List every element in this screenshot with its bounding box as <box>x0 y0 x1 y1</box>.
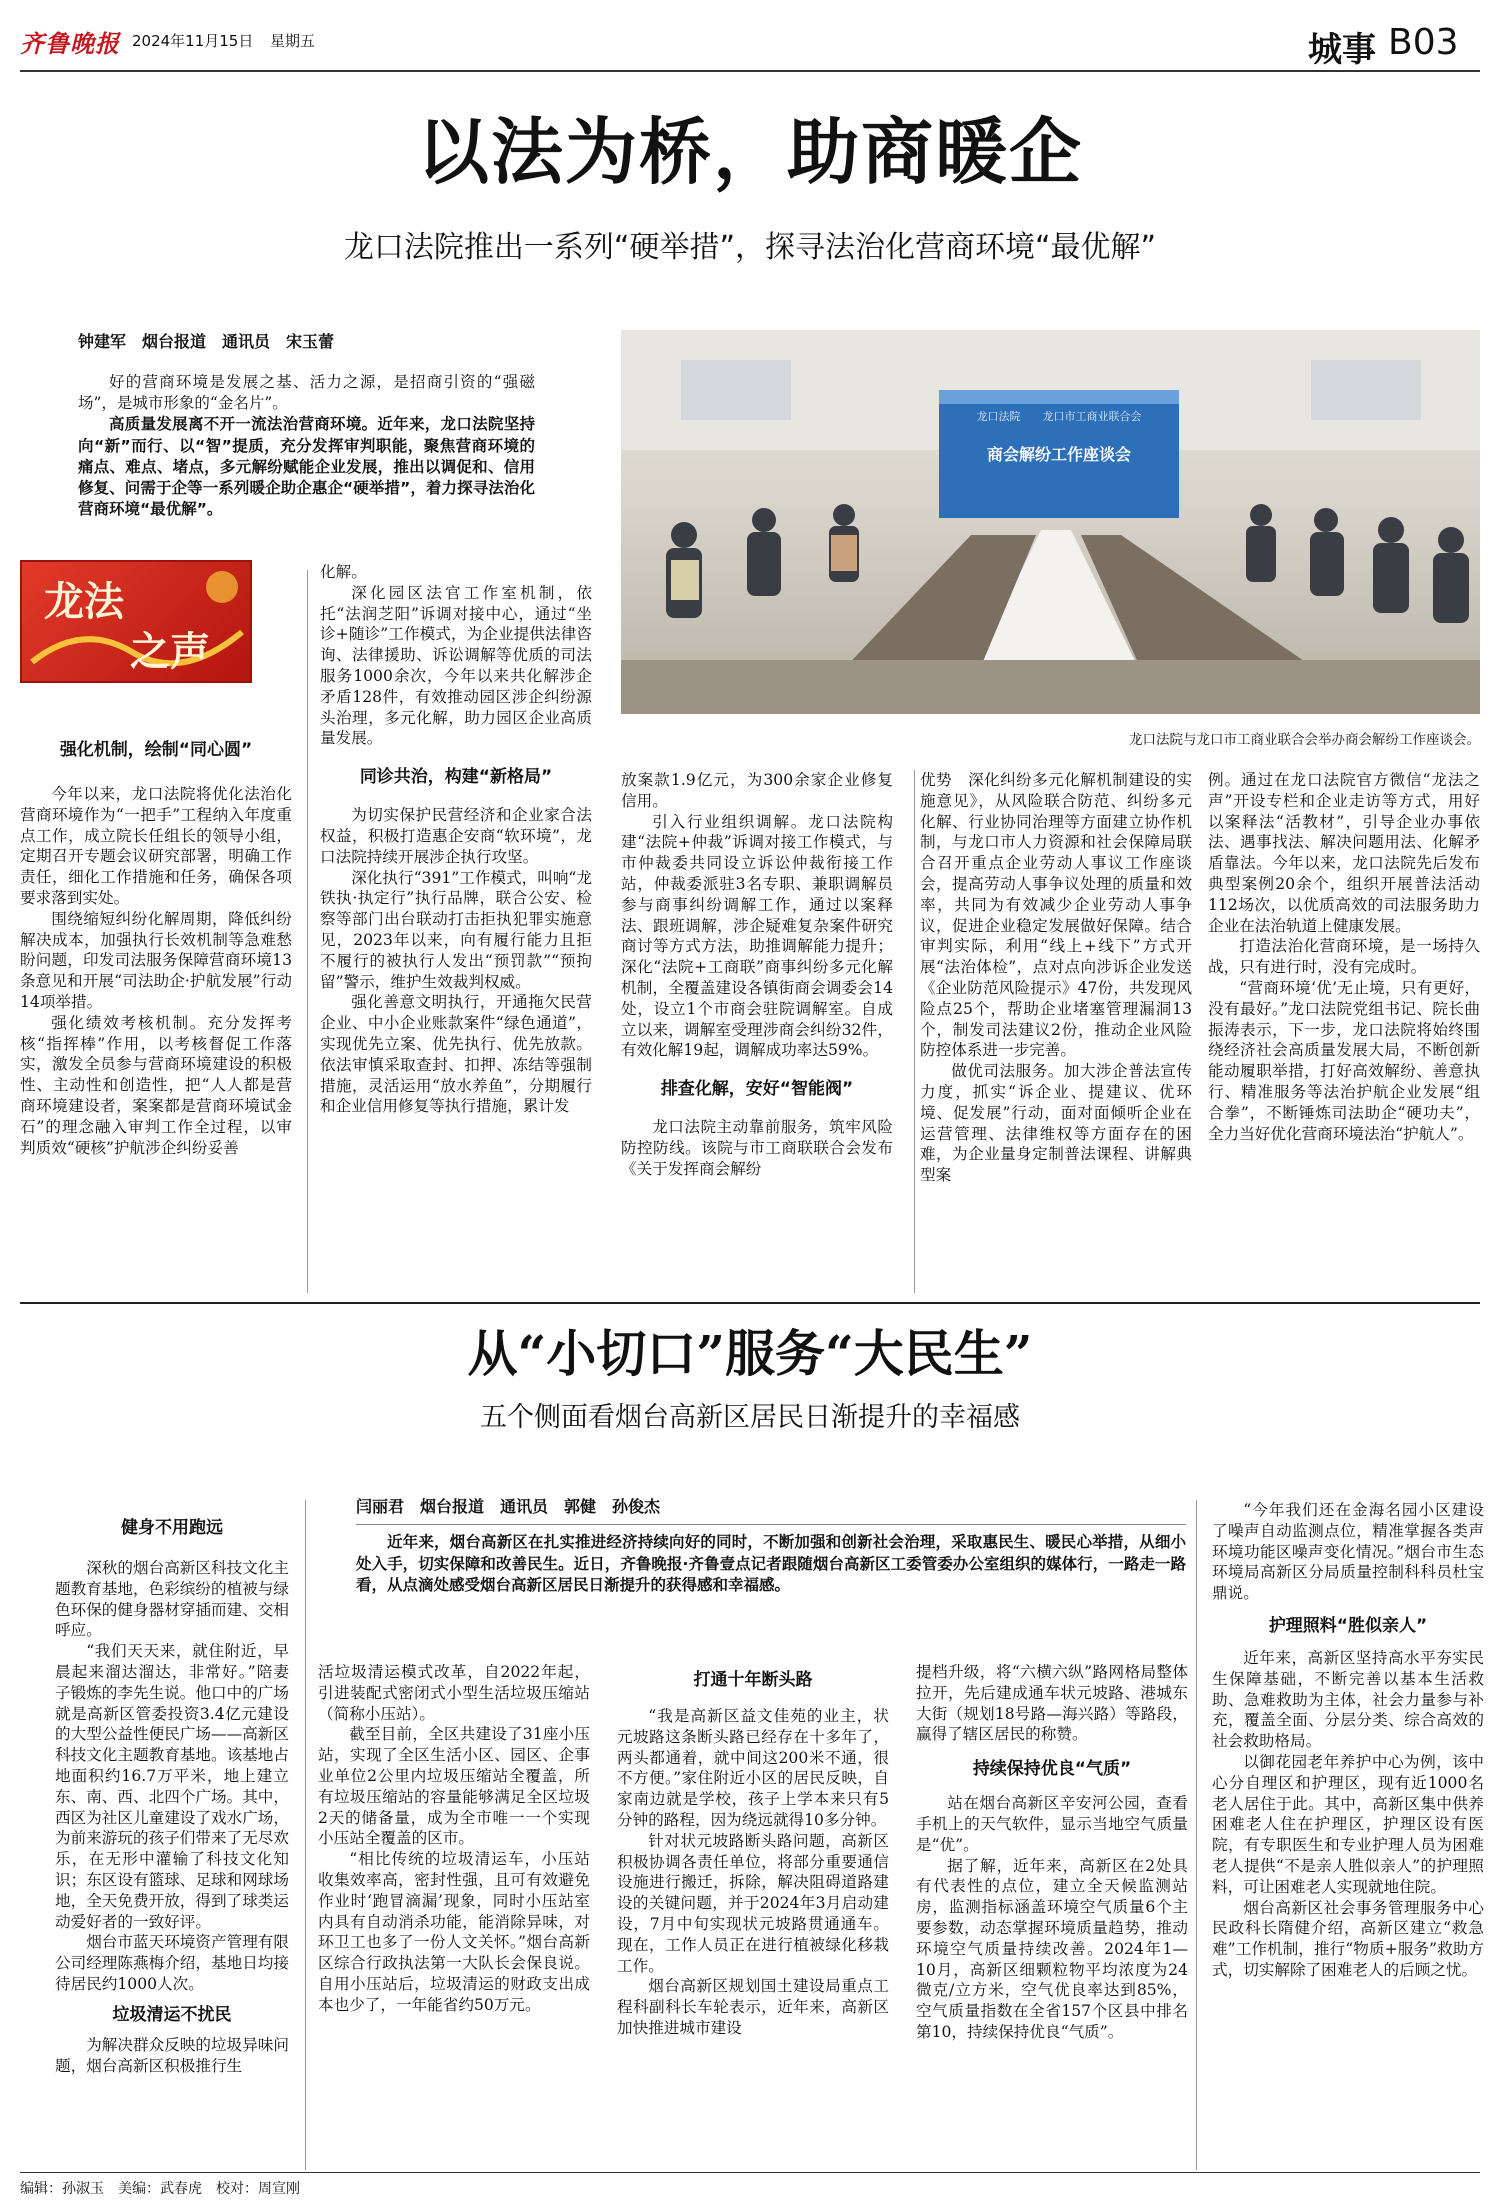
story2-lead-rule <box>356 1524 1186 1525</box>
section-heading: 垃圾清运不扰民 <box>112 2004 232 2025</box>
column-rule <box>307 570 308 1293</box>
body-paragraph: 深秋的烟台高新区科技文化主题教育基地，色彩缤纷的植被与绿色环保的健身器材穿插而建、交相呼应。 <box>55 1559 289 1640</box>
longfa-zhisheng-logo <box>20 560 252 683</box>
body-paragraph: 为解决群众反映的垃圾异味问题，烟台高新区积极推行生 <box>55 2035 289 2075</box>
body-paragraph: 围绕缩短纠纷化解周期，降低纠纷解决成本，加强执行长效机制等急难愁盼问题，印发司法服务保障营商环境13条意见和开展“司法助企·护航发展”行动14项举措。 <box>20 909 292 1011</box>
body-paragraph: 例。通过在龙口法院官方微信“龙法之声”开设专栏和企业走访等方式，用好以案释法“活教材”，引导企业办事依法、遇事找法、解决问题用法、化解矛盾靠法。今年以来，龙口法院先后发布典型案例20余个，组织开展普法活动112场次，以优质高效的司法服务助力企业在法治轨道上健康发展。 <box>1208 771 1480 935</box>
story2-col1 <box>55 1500 289 2170</box>
body-paragraph: “我们天天来，就住附近，早晨起来溜达溜达，非常好。”陪妻子锻炼的李先生说。他口中的广场就是高新区管委投资3.4亿元建设的大型公益性便民广场——高新区科技文化主题教育基地。该基地占地面积约16.7万平米，地上建立东、南、西、北四个广场。其中，西区为社区儿童建设了戏水广场，为前来游玩的孩子们带来了无尽欢乐，在无形中灌输了科技文化知识；东区设有篮球、足球和网球场地，全天免费开放，得到了球类运动爱好者的一致好评。 <box>55 1642 289 1931</box>
body-paragraph: “今年我们还在金海名园小区建设了噪声自动监测点位，精准掌握各类声环境功能区噪声变化情况。”烟台市生态环境局高新区分局质量控制科科员杜宝鼎说。 <box>1212 1501 1484 1603</box>
body-paragraph: “我是高新区益文佳苑的业主，状元坡路这条断头路已经存在十多年了，两头都通着，就中间这200米不通，很不方便。”家住附近小区的居民反映，自家南边就是学校，孩子上学本来只有5分钟的路程，因为绕远就得10多分钟。 <box>617 1707 889 1829</box>
body-paragraph: 引入行业组织调解。龙口法院构建“法院+仲裁”诉调对接工作模式，与市仲裁委共同设立诉讼仲裁衔接工作站，仲裁委派驻3名专职、兼职调解员参与商事纠纷调解工作，通过以案释法、跟班调解，涉企疑难复杂案件研究商讨等方式方法，助推调解能力提升；深化“法院+工商联”商事纠纷多元化解机制，全覆盖建设各镇街商会调委会14处，设立1个市商会驻院调解室。自成立以来，调解室受理涉商会纠纷32件，有效化解19起，调解成功率达59%。 <box>621 812 893 1060</box>
story1-col1 <box>20 730 292 1295</box>
story2-col2 <box>318 1662 590 2170</box>
body-paragraph: 做优司法服务。加大涉企普法宣传力度，抓实“诉企业、提建议、优环境、促发展”行动，面对面倾听企业在运营管理、法律维权等方面存在的困难，为企业量身定制普法课程、讲解典型案 <box>920 1062 1192 1185</box>
body-paragraph: 针对状元坡路断头路问题，高新区积极协调各责任单位，将部分重要通信设施进行搬迁，拆除，解决阻碍道路建设的关键问题，并于2024年3月启动建设，7月中旬实现状元坡路贯通通车。现在，工作人员正在进行植被绿化移栽工作。 <box>617 1831 889 1975</box>
masthead-rule <box>20 70 1480 72</box>
section-heading: 持续保持优良“气质” <box>972 1759 1132 1780</box>
lead-paragraph: 好的营商环境是发展之基、活力之源，是招商引资的“强磁场”，是城市形象的“金名片”。 <box>78 373 535 413</box>
body-paragraph: 近年来，高新区坚持高水平夯实民生保障基础，不断完善以基本生活救助、急难救助为主体，社会力量参与补充，覆盖全面、分层分类、综合高效的社会救助格局。 <box>1212 1648 1484 1751</box>
story1-subtitle: 龙口法院推出一系列“硬举措”，探寻法治化营商环境“最优解” <box>343 230 1157 265</box>
story1-lead <box>78 372 535 520</box>
story1-title: 以法为桥，助商暖企 <box>416 109 1083 194</box>
banner-line1: 龙口法院 龙口市工商业联合会 <box>976 410 1142 423</box>
logo-text-1: 龙法 <box>44 579 124 625</box>
column-rule <box>914 770 915 1293</box>
section-heading: 打通十年断头路 <box>693 1670 813 1690</box>
body-paragraph: “相比传统的垃圾清运车，小压站收集效率高，密封性强，且可有效避免作业时‘跑冒滴漏’现象，同时小压站室内具有自动消杀功能，能消除异味，对环卫工也多了一份人文关怀。”烟台高新区综合行政执法第一大队长会保良说。自用小压站后，垃圾清运的财政支出成本也少了，一年能省约50万元。 <box>318 1850 590 2014</box>
story1-col3 <box>621 770 893 1295</box>
body-paragraph: 为切实保护民营经济和企业家合法权益，积极打造惠企安商“软环境”，龙口法院持续开展涉企执行攻坚。 <box>320 806 592 866</box>
story2-col5 <box>1212 1500 1484 2170</box>
section-name: 城事 <box>1308 30 1376 70</box>
banner-line2: 商会解纷工作座谈会 <box>986 445 1131 464</box>
section-heading: 同诊共治，构建“新格局” <box>359 767 553 788</box>
body-paragraph: 龙口法院主动靠前服务，筑牢风险防控防线。该院与市工商联联合会发布《关于发挥商会解纷 <box>621 1118 893 1178</box>
story2-col4 <box>916 1662 1188 2170</box>
body-paragraph: 强化善意文明执行，开通拖欠民营企业、中小企业账款案件“绿色通道”，实现优先立案、优先执行、优先放款。依法审慎采取查封、扣押、冻结等强制措施，灵活运用“放水养鱼”，分期履行和企业信用修复等执行措施，累计发 <box>320 993 592 1116</box>
body-paragraph: 今年以来，龙口法院将优化法治化营商环境作为“一把手”工程纳入年度重点工作，成立院长任组长的领导小组，定期召开专题会议研究部署，明确工作责任，细化工作措施和任务，确保各项要求落到实处。 <box>20 785 292 907</box>
body-paragraph: 烟台高新区社会事务管理服务中心民政科长隋健介绍，高新区建立“救急难”工作机制，推行“物质+服务”救助方式，切实解除了困难老人的后顾之忧。 <box>1212 1898 1484 1979</box>
body-paragraph: 烟台市蓝天环境资产管理有限公司经理陈燕梅介绍，基地日均接待居民约1000人次。 <box>55 1933 289 1993</box>
photo-caption: 龙口法院与龙口市工商业联合会举办商会解纷工作座谈会。 <box>1129 732 1480 748</box>
body-paragraph: 站在烟台高新区辛安河公园，查看手机上的天气软件，显示当地空气质量是“优”。 <box>916 1794 1188 1854</box>
footer-rule <box>20 2172 1480 2173</box>
column-rule <box>305 1500 306 2170</box>
story1-col2 <box>320 562 592 1295</box>
body-paragraph: 据了解，近年来，高新区在2处具有代表性的点位，建立全天候监测站房，监测指标涵盖环境空气质量6个主要参数，动态掌握环境质量趋势，推动环境空气质量持续改善。2024年1—10月，高新区细颗粒物平均浓度为24微克/立方米，空气优良率达到85%，空气质量指数在全省157个区县中排名第10，持续保持优良“气质”。 <box>916 1856 1188 2041</box>
body-paragraph: 强化绩效考核机制。充分发挥考核“指挥棒”作用，以考核督促工作落实，激发全员参与营商环境建设的积极性、主动性和创造性，把“人人都是营商环境建设者，案案都是营商环境试金石”的理念融入审判工作全过程，以审判质效“硬核”护航涉企纠纷妥善 <box>20 1013 292 1157</box>
body-paragraph: 活垃圾清运模式改革，自2022年起，引进装配式密闭式小型生活垃圾压缩站（简称小压站）。 <box>318 1663 590 1723</box>
page-number: B03 <box>1388 22 1459 63</box>
story-separator <box>20 1302 1480 1304</box>
body-paragraph: “营商环境‘优’无止境，只有更好，没有最好。”龙口法院党组书记、院长曲振涛表示，下一步，龙口法院将始终围绕经济社会高质量发展大局，不断创新能动履职举措，打好高效解纷、善意执行、精准服务等法治护航企业发展“组合拳”，不断锤炼司法助企“硬功夫”，全力当好优化营商环境法治“护航人”。 <box>1208 978 1480 1143</box>
body-paragraph: 优势 深化纠纷多元化解机制建设的实施意见》，从风险联合防范、纠纷多元化解、行业协同治理等方面建立协作机制，与龙口市人力资源和社会保障局联合召开重点企业劳动人事议工作座谈会，提高劳动人事争议处理的质量和效率，共同为有效减少企业劳动人事争议，促进企业稳定发展做好保障。结合审判实际，利用“线上+线下”方式开展“法治体检”，点对点向涉诉企业发送《企业防范风险提示》47份，共发现风险点25个，帮助企业堵塞管理漏洞13个，制发司法建议2份，推动企业风险防控体系进一步完善。 <box>920 771 1192 1060</box>
section-heading: 强化机制，绘制“同心圆” <box>59 740 253 760</box>
masthead <box>20 22 1480 70</box>
lead-paragraph: 高质量发展离不开一流法治营商环境。近年来，龙口法院坚持向“新”而行、以“智”提质，充分发挥审判职能，聚焦营商环境的痛点、难点、堵点，多元解纷赋能企业发展，推出以调促和、信用修复、问需于企等一系列暖企助企惠企“硬举措”，着力探寻法治化营商环境“最优解”。 <box>78 415 535 519</box>
section-heading: 护理照料“胜似亲人” <box>1268 1615 1428 1636</box>
body-paragraph: 烟台高新区规划国土建设局重点工程科副科长车轮表示，近年来，高新区加快推进城市建设 <box>617 1977 889 2037</box>
body-paragraph: 以御花园老年养护中心为例，该中心分自理区和护理区，现有近1000名老人居住于此。其中，高新区集中供养困难老人住在护理区，护理区设有医院，有专职医生和专业护理人员为困难老人提供“不是亲人胜似亲人”的护理照料，可让困难老人实现就地住院。 <box>1212 1752 1484 1896</box>
story2-title: 从“小切口”服务“大民生” <box>467 1324 1033 1383</box>
body-paragraph: 深化执行“391”工作模式，叫响“龙铁执·执定行”执行品牌，联合公安、检察等部门出台联动打击拒执犯罪实施意见，2023年以来，向有履行能力且拒不履行的被执行人发出“预罚款”“预拘留”警示，维护生效裁判权威。 <box>320 868 592 991</box>
body-paragraph: 放案款1.9亿元，为300余家企业修复信用。 <box>621 771 893 810</box>
meeting-photo-illustration <box>621 330 1480 714</box>
story1-col5 <box>1208 770 1480 1295</box>
story2-subtitle: 五个侧面看烟台高新区居民日渐提升的幸福感 <box>480 1402 1020 1433</box>
story1-byline: 钟建军 烟台报道 通讯员 宋玉蕾 <box>78 332 335 351</box>
newspaper-logo: 齐鲁晚报 <box>20 29 120 58</box>
body-paragraph: 深化园区法官工作室机制，依托“法润芝阳”诉调对接中心，通过“坐诊+随诊”工作模式，为企业提供法律咨询、法律援助、诉讼调解等优质的司法服务1000余次，今年以来共化解涉企矛盾128件，有效推动园区涉企纠纷源头治理，多元化解，助力园区企业高质量发展。 <box>320 583 592 748</box>
body-paragraph: 截至目前，全区共建设了31座小压站，实现了全区生活小区、园区、企事业单位2公里内垃圾压缩站全覆盖，所有垃圾压缩站的容量能够满足全区垃圾2天的储备量，成为全市唯一一个实现小压站全覆盖的区市。 <box>318 1725 590 1848</box>
section-heading: 排查化解，安好“智能阀” <box>660 1079 854 1100</box>
section-heading: 健身不用跑远 <box>121 1518 223 1538</box>
story2-lead: 近年来，烟台高新区在扎实推进经济持续向好的同时，不断加强和创新社会治理，采取惠民生、暖民心举措，从细小处入手，切实保障和改善民生。近日，齐鲁晚报·齐鲁壹点记者跟随烟台高新区工委管委办公室组织的媒体行，一路走一路看，从点滴处感受烟台高新区居民日渐提升的获得感和幸福感。 <box>356 1533 1186 1595</box>
logo-text-2: 之声 <box>130 629 210 675</box>
meeting-photo <box>621 330 1480 714</box>
column-rule <box>1196 1500 1197 2170</box>
story1-col4 <box>920 770 1192 1295</box>
story2-byline: 闫丽君 烟台报道 通讯员 郭健 孙俊杰 <box>356 1497 661 1516</box>
issue-weekday: 星期五 <box>270 32 316 50</box>
story2-col3 <box>617 1662 889 2170</box>
body-paragraph: 提档升级，将“六横六纵”路网格局整体拉开，先后建成通车状元坡路、港城东大街（规划18号路—海兴路）等路段，赢得了辖区居民的称赞。 <box>916 1663 1188 1744</box>
issue-date: 2024年11月15日 <box>132 32 254 50</box>
body-paragraph: 打造法治化营商环境，是一场持久战，只有进行时，没有完成时。 <box>1208 937 1480 977</box>
editor-credits: 编辑：孙淑玉 美编：武春虎 校对：周宣刚 <box>20 2181 300 2197</box>
body-paragraph: 化解。 <box>320 563 367 581</box>
